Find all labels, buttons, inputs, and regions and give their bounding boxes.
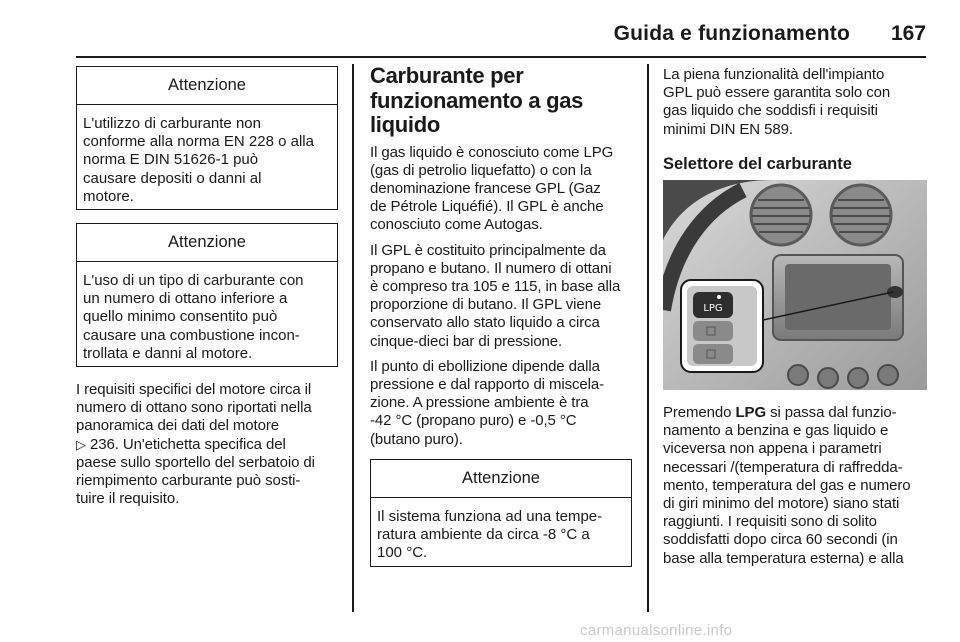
heading-line: Carburante per bbox=[370, 63, 524, 88]
text-line: L'utilizzo di carburante non bbox=[83, 115, 261, 132]
text-line: paese sullo sportello del serbatoio di bbox=[76, 453, 315, 471]
text-line: gas liquido che soddisfi i requisiti bbox=[663, 102, 878, 120]
text-line: soddisfatti dopo circa 60 secondi (in bbox=[663, 531, 898, 549]
text-line: pressione e dal rapporto di miscela- bbox=[370, 375, 605, 393]
column-1 bbox=[76, 66, 338, 508]
heading-line: funzionamento a gas liquido bbox=[370, 87, 584, 137]
page-reference-arrow-icon: ▷ bbox=[76, 436, 86, 452]
column-divider-1 bbox=[352, 64, 354, 612]
air-vent-right bbox=[831, 185, 891, 245]
text-line: mento, temperatura del gas e numero bbox=[663, 476, 911, 494]
lpg-label-bold: LPG bbox=[735, 404, 767, 421]
text-line: namento a benzina e gas liquido e bbox=[663, 422, 889, 440]
text-line: GPL può essere garantita solo con bbox=[663, 84, 891, 102]
text-line: causare depositi o danni al bbox=[83, 169, 262, 187]
lpg-button[interactable] bbox=[693, 292, 733, 318]
text-line: zione. A pressione ambiente è tra bbox=[370, 394, 589, 412]
subheading-fuel-selector: Selettore del carburante bbox=[663, 154, 852, 173]
header-rule bbox=[76, 56, 926, 58]
warning-box-fuel-norm bbox=[76, 66, 338, 210]
lpg-boiling-point-paragraph bbox=[370, 358, 632, 449]
lpg-intro-paragraph bbox=[370, 144, 632, 235]
text-line: base alla temperatura esterna) e alla bbox=[663, 549, 904, 567]
text-line: ratura ambiente da circa -8 °C a bbox=[377, 525, 590, 543]
text-line bbox=[76, 436, 338, 454]
warning-body bbox=[77, 105, 337, 214]
fuel-selector-figure bbox=[663, 180, 927, 390]
text-line bbox=[663, 404, 927, 422]
page-reference-link[interactable]: 236 bbox=[89, 435, 115, 453]
text-span: si passa dal funzio- bbox=[766, 404, 897, 421]
text-line: propano e butano. Il numero di ottani bbox=[370, 259, 612, 277]
warning-heading: Attenzione bbox=[77, 67, 337, 105]
text-line: I requisiti specifici del motore circa il bbox=[76, 381, 312, 398]
dashboard-illustration bbox=[663, 180, 927, 390]
text-line: causare una combustione incon- bbox=[83, 326, 300, 344]
text-line: panoramica dei dati del motore bbox=[76, 417, 279, 435]
warning-body bbox=[77, 262, 337, 371]
text-line: numero di ottano sono riportati nella bbox=[76, 399, 312, 417]
text-line: un numero di ottano inferiore a bbox=[83, 290, 288, 308]
header-title: Guida e funzionamento bbox=[613, 22, 850, 45]
text-line: (butano puro). bbox=[370, 430, 463, 448]
text-line: L'uso di un tipo di carburante con bbox=[83, 272, 304, 289]
text-line: di giri minimo del motore) siano stati bbox=[663, 495, 900, 513]
warning-box-temperature bbox=[370, 459, 632, 567]
lpg-button-label: LPG bbox=[703, 303, 723, 314]
warning-heading: Attenzione bbox=[371, 460, 631, 498]
lpg-composition-paragraph bbox=[370, 242, 632, 351]
watermark: carmanualsonline.info bbox=[580, 622, 733, 639]
text-line: necessari /(temperatura di raffredda- bbox=[663, 458, 903, 476]
text-line: -42 °C (propano puro) e -0,5 °C bbox=[370, 412, 577, 430]
text-line: de Pétrole Liquéfié). Il GPL è anche bbox=[370, 198, 604, 216]
text-line: conservato allo stato liquido a circa bbox=[370, 314, 600, 332]
warning-box-octane bbox=[76, 223, 338, 367]
page-number: 167 bbox=[890, 22, 926, 45]
text-line: Il punto di ebollizione dipende dalla bbox=[370, 357, 600, 375]
column-2 bbox=[370, 64, 632, 567]
text-span: Premendo bbox=[663, 404, 736, 421]
text-line: cinque-dieci bar di pressione. bbox=[370, 332, 563, 350]
text-line: motore. bbox=[83, 187, 134, 205]
column-divider-2 bbox=[647, 64, 649, 612]
text-line: trollata e danni al motore. bbox=[83, 344, 253, 362]
warning-heading: Attenzione bbox=[77, 224, 337, 262]
text-line: 100 °C. bbox=[377, 544, 428, 562]
text-line: La piena funzionalità dell'impianto bbox=[663, 66, 885, 83]
text-line: norma E DIN 51626-1 può bbox=[83, 151, 259, 169]
text-line: conosciuto come Autogas. bbox=[370, 216, 543, 234]
text-line: proporzione di butano. Il GPL viene bbox=[370, 296, 602, 314]
lpg-standard-paragraph bbox=[663, 66, 927, 139]
text-line: tuire il requisito. bbox=[76, 490, 180, 508]
fuel-switch-paragraph bbox=[663, 404, 927, 568]
column-3-continued bbox=[663, 404, 927, 568]
warning-body bbox=[371, 498, 631, 571]
column-3 bbox=[663, 64, 927, 174]
section-heading-lpg bbox=[370, 64, 632, 138]
text-line: conforme alla norma EN 228 o alla bbox=[83, 133, 314, 151]
text-line: Il GPL è costituito principalmente da bbox=[370, 241, 606, 259]
text-line: denominazione francese GPL (Gaz bbox=[370, 179, 601, 197]
text-line: riempimento carburante può sosti- bbox=[76, 472, 301, 490]
text-line: Il sistema funziona ad una tempe- bbox=[377, 507, 603, 525]
text-line: minimi DIN EN 589. bbox=[663, 120, 793, 138]
text-line: (gas di petrolio liquefatto) o con la bbox=[370, 161, 592, 179]
text-line: viceversa non appena i parametri bbox=[663, 440, 882, 458]
text-line: Il gas liquido è conosciuto come LPG bbox=[370, 143, 614, 161]
air-vent-left bbox=[751, 185, 811, 245]
octane-requirements-paragraph bbox=[76, 381, 338, 508]
text-line: è compreso tra 105 e 115, in base alla bbox=[370, 277, 621, 295]
text-span: . Un'etichetta specifica del bbox=[114, 435, 286, 453]
text-line: raggiunti. I requisiti sono di solito bbox=[663, 513, 877, 531]
text-line: quello minimo consentito può bbox=[83, 308, 278, 326]
